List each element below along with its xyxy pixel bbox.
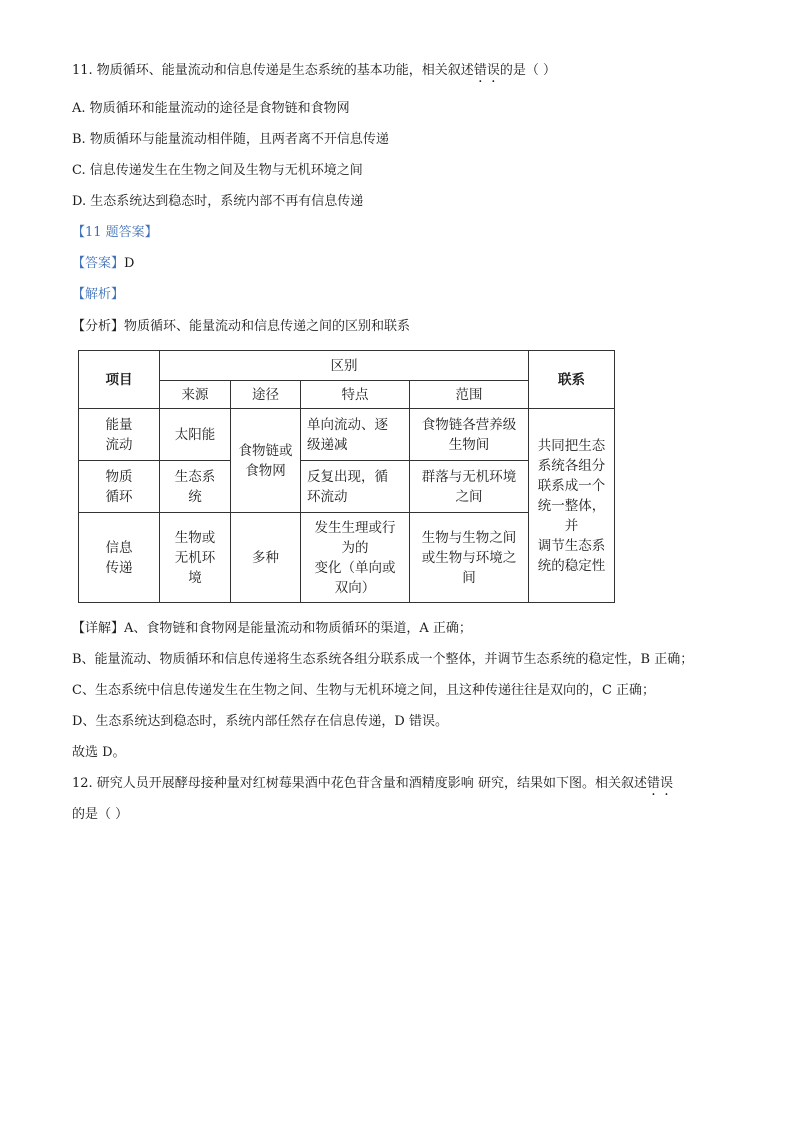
emphasis-char: 错 [646, 776, 660, 791]
comparison-table [78, 350, 615, 603]
emphasis-char: 错 [473, 63, 487, 78]
q11-option-c: C. 信息传递发生在生物之间及生物与无机环境之间 [72, 163, 363, 178]
row-energy-feature: 单向流动、逐 级递减 [301, 409, 410, 461]
row-info-path: 多种 [231, 513, 301, 603]
row-info-range: 生物与生物之间 或生物与环境之 间 [410, 513, 529, 603]
row-material-item: 物质 循环 [79, 461, 160, 513]
detail-line-4: D、生态系统达到稳态时，系统内部任然存在信息传递，D 错误。 [72, 714, 448, 729]
answer-label: 【答案】 [72, 256, 125, 271]
q11-stem: 11. 物质循环、能量流动和信息传递是生态系统的基本功能，相关叙述错误的是（ ） [72, 63, 556, 78]
header-source: 来源 [160, 381, 231, 409]
detail-line-1: 【详解】A、食物链和食物网是能量流动和物质循环的渠道，A 正确； [72, 621, 472, 636]
row-info-item: 信息 传递 [79, 513, 160, 603]
analysis-tag: 【解析】 [72, 287, 125, 302]
header-item: 项目 [79, 351, 160, 409]
row-energy-item: 能量 流动 [79, 409, 160, 461]
row-material-range: 群落与无机环境 之间 [410, 461, 529, 513]
detail-conclusion: 故选 D。 [72, 745, 126, 760]
answer-tag: 【11 题答案】 [72, 225, 158, 240]
q12-stem-line-2: 的是（ ） [72, 807, 129, 822]
row-info-source: 生物或 无机环 境 [160, 513, 231, 603]
detail-line-2: B、能量流动、物质循环和信息传递将生态系统各组分联系成一个整体，并调节生态系统的稳定性，B 正确； [72, 652, 694, 667]
answer-value: D [124, 256, 135, 271]
q11-option-b: B. 物质循环与能量流动相伴随，且两者离不开信息传递 [72, 132, 389, 147]
detail-line-3: C、生态系统中信息传递发生在生物之间、生物与无机环境之间，且这种传递往往是双向的，C 正确； [72, 683, 656, 698]
q11-option-d: D. 生态系统达到稳态时，系统内部不再有信息传递 [72, 194, 364, 209]
row-energy-source: 太阳能 [160, 409, 231, 461]
header-path: 途径 [231, 381, 301, 409]
shared-path-cell: 食物链或 食物网 [231, 409, 301, 513]
row-info-feature: 发生生理或行 为的 变化（单向或 双向） [301, 513, 410, 603]
q11-option-a: A. 物质循环和能量流动的途径是食物链和食物网 [72, 101, 350, 116]
header-link: 联系 [529, 351, 615, 409]
analysis-intro: 【分析】物质循环、能量流动和信息传递之间的区别和联系 [72, 319, 411, 334]
emphasis-char: 误 [486, 63, 500, 78]
answer-line [72, 255, 134, 273]
row-energy-range: 食物链各营养级 生物间 [410, 409, 529, 461]
row-material-source: 生态系 统 [160, 461, 231, 513]
row-material-feature: 反复出现，循 环流动 [301, 461, 410, 513]
q12-stem-line-1: 12. 研究人员开展酵母接种量对红树莓果酒中花色苷含量和酒精度影响 研究，结果如下图。相关叙述错误 [72, 776, 673, 791]
link-cell: 共同把生态 系统各组分 联系成一个 统一整体，并 调节生态系 统的稳定性 [529, 409, 615, 603]
emphasis-char: 误 [659, 776, 673, 791]
header-feature: 特点 [301, 381, 410, 409]
header-range: 范围 [410, 381, 529, 409]
header-difference: 区别 [160, 351, 529, 381]
